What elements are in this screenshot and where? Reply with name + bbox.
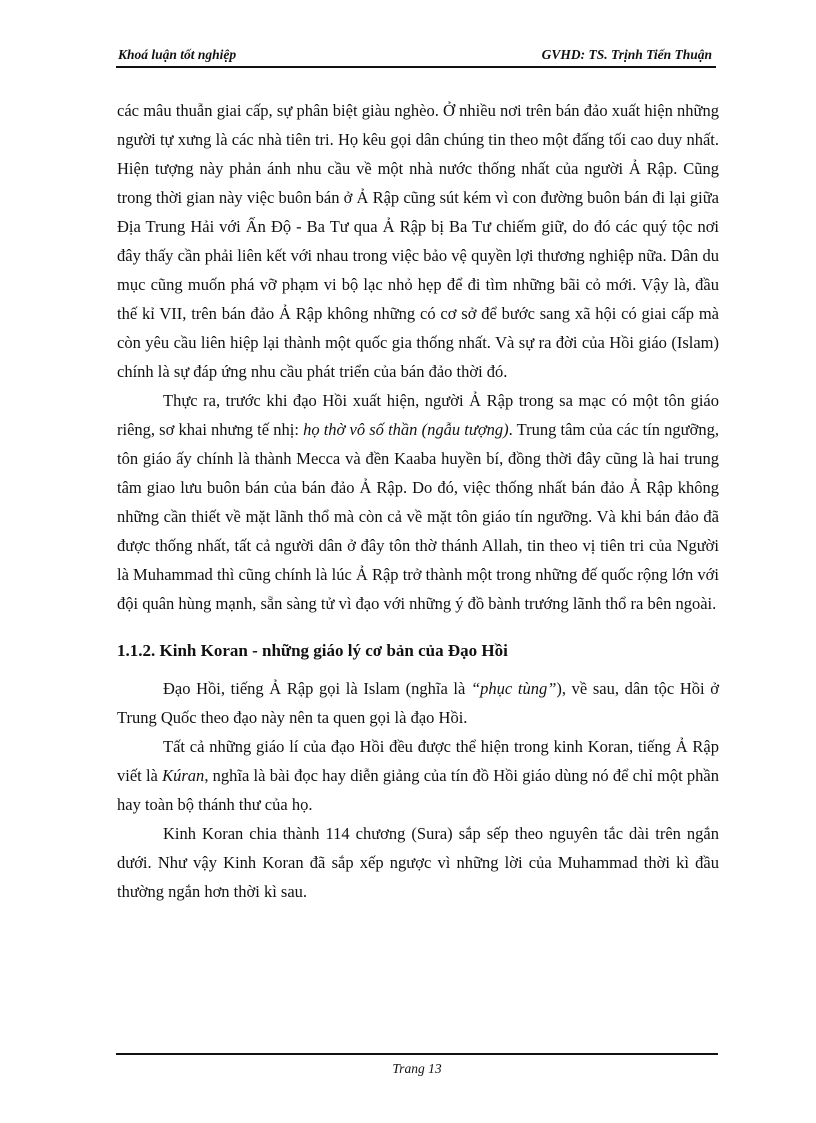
paragraph-4-text-a: Tất cả những giáo lí của đạo Hồi đều được thể hiện trong kinh Koran, tiếng Ả Rập viết là: [117, 737, 719, 785]
paragraph-3-text-a: Đạo Hồi, tiếng Ả Rập gọi là Islam (nghĩa là: [163, 679, 471, 698]
paragraph-2-text-b: . Trung tâm của các tín ngưỡng, tôn giáo ấy chính là thành Mecca và đền Kaaba huyền bí, đồng thời đây cũng là hai trung tâm giao lưu buôn bán của bán đảo Ả Rập. Do đó, việc thống nhất bán đảo Ả Rập không những cần thiết về mặt lãnh thổ mà còn cả về mặt tôn giáo tín ngưỡng. Và khi bán đảo đã được thống nhất, tất cả người dân ở đây tôn thờ thánh Allah, tin theo vị tiên tri của Người là Muhammad thì cũng chính là lúc Ả Rập trở thành một trong những đế quốc rộng lớn với đội quân hùng mạnh, sẵn sàng tử vì đạo với những ý đồ bành trướng lãnh thổ ra bên ngoài.: [117, 420, 719, 613]
paragraph-4: [117, 732, 719, 819]
paragraph-3: [117, 674, 719, 732]
page-footer: [116, 1053, 718, 1078]
page-body: [117, 96, 719, 906]
paragraph-4-italic: Kúran: [162, 766, 205, 785]
header-supervisor: GVHD: TS. Trịnh Tiến Thuận: [541, 47, 712, 62]
paragraph-3-italic: “phục tùng”: [470, 679, 557, 698]
paragraph-5: Kinh Koran chia thành 114 chương (Sura) sắp sếp theo nguyên tắc dài trên ngắn dưới. Như vậy Kinh Koran đã sắp xếp ngược vì những lời của Muhammad thời kì đầu thường ngắn hơn thời kì sau.: [117, 824, 719, 901]
paragraph-3-text-b: ), về sau, dân tộc Hồi ở Trung Quốc theo đạo này nên ta quen gọi là đạo Hồi.: [117, 679, 719, 727]
paragraph-4-text-b: , nghĩa là bài đọc hay diễn giảng của tín đồ Hồi giáo dùng nó để chỉ một phần hay toàn bộ thánh thư của họ.: [117, 766, 719, 814]
paragraph-1: các mâu thuẫn giai cấp, sự phân biệt giàu nghèo. Ở nhiều nơi trên bán đảo xuất hiện những người tự xưng là các nhà tiên tri. Họ kêu gọi dân chúng tin theo một đấng tối cao duy nhất. Hiện tượng này phản ánh nhu cầu về một nhà nước thống nhất của người Ả Rập. Cũng trong thời gian này việc buôn bán ở Ả Rập cũng sút kém vì con đường buôn bán đi lại giữa Địa Trung Hải với Ấn Độ - Ba Tư qua Ả Rập bị Ba Tư chiếm giữ, do đó các quý tộc nơi đây thấy cần phải liên kết với nhau trong việc bảo vệ quyền lợi thương nghiệp nữa. Dân du mục cũng muốn phá vỡ phạm vi bộ lạc nhỏ hẹp để đi tìm những bãi cỏ mới. Vậy là, đầu thế kỉ VII, trên bán đảo Ả Rập không những có cơ sở để bước sang xã hội có giai cấp mà còn yêu cầu liên hiệp lại thành một quốc gia thống nhất. Và sự ra đời của Hồi giáo (Islam) chính là sự đáp ứng nhu cầu phát triển của bán đảo thời đó.: [117, 101, 719, 381]
section-heading: 1.1.2. Kinh Koran - những giáo lý cơ bản của Đạo Hồi: [117, 641, 508, 660]
page-header: [116, 44, 716, 68]
paragraph-2-text-a: Thực ra, trước khi đạo Hồi xuất hiện, người Ả Rập trong sa mạc có một tôn giáo riêng, sơ khai nhưng tế nhị:: [117, 391, 719, 439]
paragraph-2: [117, 386, 719, 618]
page-number: Trang 13: [392, 1061, 442, 1076]
header-thesis-title: Khoá luận tốt nghiệp: [118, 47, 237, 62]
paragraph-2-italic: họ thờ vô số thần (ngẫu tượng): [303, 420, 509, 439]
